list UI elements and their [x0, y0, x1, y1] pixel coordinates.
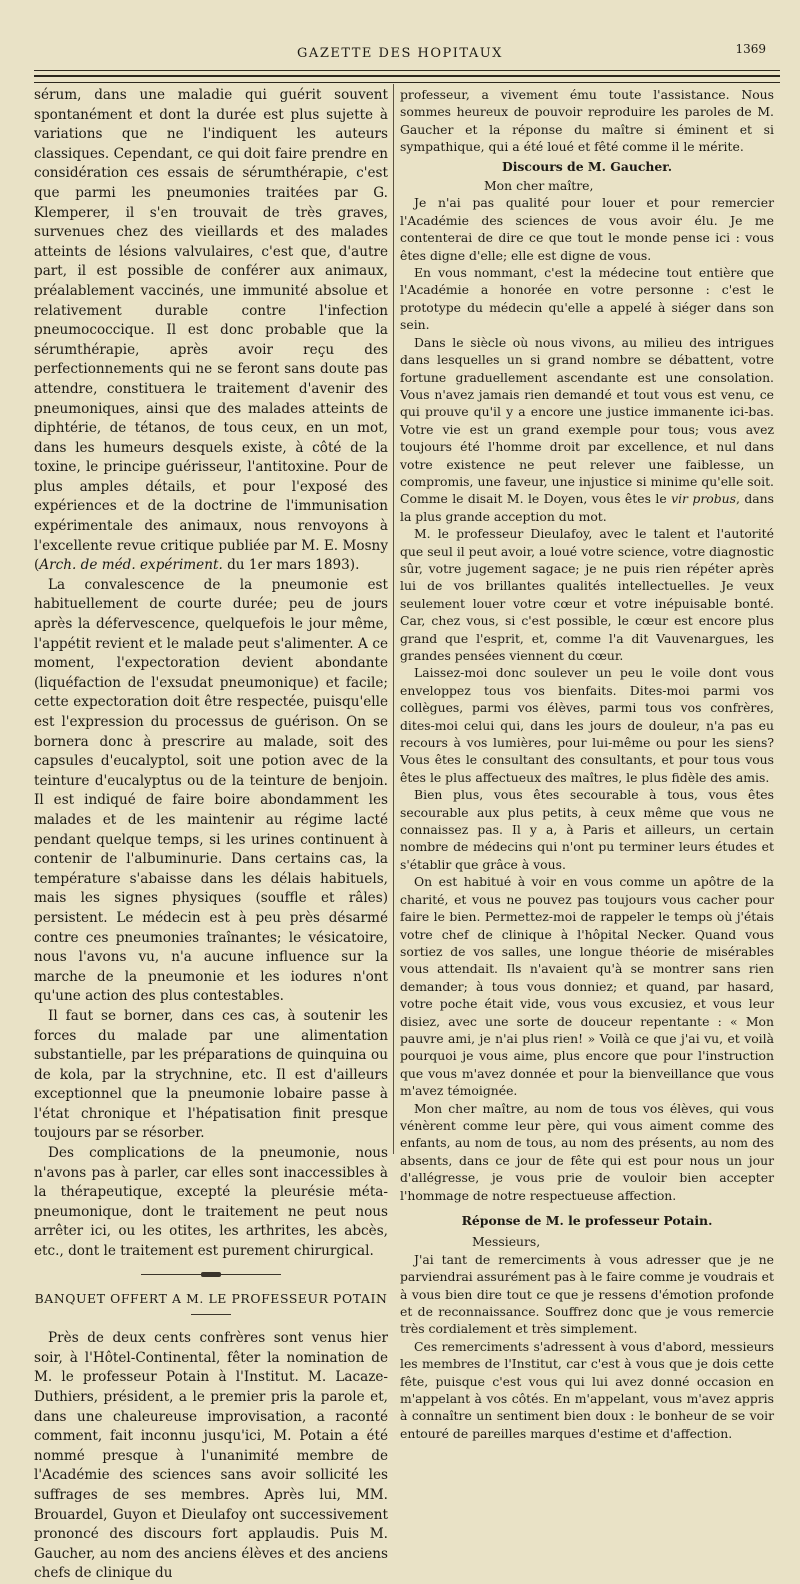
paragraph: J'ai tant de remerciments à vous adresser que je ne parviendrai assurément pas à le faire comme je voudrais et à vous bien dire tout ce que je ressens d'émotion profonde et de reconnaissance. Souffrez donc que je vous remercie très cordialement et très simplement.: [400, 1251, 774, 1337]
paragraph: Ces remerciments s'adressent à vous d'abord, messieurs les membres de l'Institut, car c'est à vous que je dois cette fête, puisque c'est vous qui lui avez donné occasion en m'appelant à vos côtés. En m'appelant, vous m'avez appris à connaître un sentiment bien doux : le bonheur de se voir entouré de pareilles marques d'estime et d'affection.: [400, 1338, 774, 1441]
header-rule: [34, 70, 780, 71]
paragraph: Mon cher maître, au nom de tous vos élèves, qui vous vénèrent comme leur père, qui vous aiment comme des enfants, au nom de tous, au nom des présents, au nom des absents, dans ce jour de fête qui est pour nous un jour d'allégresse, je vous prie de vouloir bien accepter l'hommage de notre respectueuse affection.: [400, 1100, 774, 1203]
section-separator: [141, 1274, 281, 1275]
salutation: Mon cher maître,: [484, 178, 594, 194]
column-divider: [393, 84, 394, 1154]
paragraph: Je n'ai pas qualité pour louer et pour remercier l'Académie des sciences de vous avoir élu. Je me contenterai de dire ce que tout le monde pense ici : vous êtes digne d'elle; elle est digne de vous.: [400, 195, 774, 263]
paragraph: sérum, dans une maladie qui guérit souvent spontanément et dont la durée est plus sujette à variations que ne l'indiquent les auteurs classiques. Cependant, ce qui doit faire prendre en considération ces essais de sérumthérapie, c'est que parmi les pneumonies traitées par G. Klemperer, il s'en trouvait de très graves, survenues chez des vieillards et des malades atteints de lésions valvulaires, c'est que, d'autre part, il est possible de conférer aux animaux, préalablement vaccinés, une immunité absolue et relativement durable contre l'infection pneumococcique. Il est donc probable que la sérumthérapie, après avoir reçu des perfectionnements qui ne se feront sans doute pas attendre, constituera le traitement d'avenir des pneumoniques, ainsi que des malades atteints de diphtérie, de tétanos, de tous ceux, en un mot, dans les humeurs desquels existe, à côté de la toxine, le principe guérisseur, l'antitoxine. Pour de plus amples détails, et pour l'exposé des expériences et de la doctrine de l'immunisation expérimentale des animaux, nous renvoyons à l'excellente revue critique publiée par M. E. Mosny (Arch. de méd. expériment. du 1er mars 1893).: [34, 87, 388, 574]
speech-heading-gaucher: Discours de M. Gaucher.: [501, 158, 673, 174]
paragraph: La convalescence de la pneumonie est habituellement de courte durée; peu de jours après la défervescence, quelquefois le jour même, l'appétit revient et le malade peut s'alimenter. A ce moment, l'expectoration devient abondante (liquéfaction de l'exsudat pneumonique) et facile; cette expectoration doit être respectée, puisqu'elle est l'expression du processus de guérison. On se bornera donc à prescrire au malade, soit des capsules d'eucalyptol, soit une potion avec de la teinture d'eucalyptus ou de la teinture de benjoin. Il est indiqué de faire boire abondamment les malades et de les maintenir au régime lacté pendant quelque temps, si les urines continuent à contenir de l'albuminurie. Dans certains cas, la température s'abaisse dans les délais habituels, mais les signes physiques (souffle et râles) persistent. Le médecin est à peu près désarmé contre ces pneumonies traînantes; le vésicatoire, nous l'avons vu, n'a aucune influence sur la marche de la pneumonie et les iodures n'ont qu'une action des plus contestables.: [34, 576, 388, 1005]
right-column: [400, 86, 774, 1442]
paragraph: M. le professeur Dieulafoy, avec le talent et l'autorité que seul il peut avoir, a loué votre science, votre diagnostic sûr, votre jugement sagace; je ne puis rien répéter après lui de vos brillantes qualités intellectuelles. Je veux seulement louer votre cœur et votre inépuisable bonté. Car, chez vous, si c'est possible, le cœur est encore plus grand que l'esprit, et, comme l'a dit Vauvenargues, les grandes pensées viennent du cœur.: [400, 526, 774, 663]
paragraph: En vous nommant, c'est la médecine tout entière que l'Académie a honorée en votre personne : c'est le prototype du médecin qu'elle a appelé à siéger dans son sein.: [400, 265, 774, 333]
page-header-title: GAZETTE DES HOPITAUX: [297, 46, 503, 61]
page-number: 1369: [735, 42, 766, 56]
section-title: BANQUET OFFERT A M. LE PROFESSEUR POTAIN: [34, 1290, 388, 1306]
paragraph: Bien plus, vous êtes secourable à tous, vous êtes secourable aux plus petits, à ceux même que vous ne connaissez pas. Il y a, à Paris et ailleurs, un certain nombre de médecins qui n'ont pu terminer leurs études et s'établir que grâce à vous.: [400, 787, 774, 872]
paragraph: Des complications de la pneumonie, nous n'avons pas à parler, car elles sont inaccessibles à la thérapeutique, excepté la pleurésie méta-pneumonique, dont le traitement ne peut nous arrêter ici, ou les otites, les arthrites, les abcès, etc., dont le traitement est purement chirurgical.: [34, 1145, 388, 1260]
paragraph: Il faut se borner, dans ces cas, à soutenir les forces du malade par une alimentation substantielle, par les préparations de quinquina ou de kola, par la strychnine, etc. Il est d'ailleurs exceptionnel que la pneumonie lobaire passe à l'état chronique et l'hépatisation finit presque toujours par se résorber.: [34, 1007, 388, 1142]
paragraph: Près de deux cents confrères sont venus hier soir, à l'Hôtel-Continental, fêter la nomination de M. le professeur Potain à l'Institut. M. Lacaze-Duthiers, président, a le premier pris la parole et, dans une chaleureuse improvisation, a raconté comment, fait inconnu jusqu'ici, M. Potain a été nommé presque à l'unanimité membre de l'Académie des sciences sans avoir sollicité les suffrages de ses membres. Après lui, MM. Brouardel, Guyon et Dieulafoy ont successivement prononcé des discours fort applaudis. Puis M. Gaucher, au nom des anciens élèves et des anciens chefs de clinique du: [34, 1330, 388, 1582]
title-underline: [191, 1314, 231, 1315]
speech-heading-potain: Réponse de M. le professeur Potain.: [461, 1213, 713, 1228]
paragraph: On est habitué à voir en vous comme un apôtre de la charité, et vous ne pouvez pas toujours vous cacher pour faire le bien. Permettez-moi de rappeler le temps où j'étais votre chef de clinique à l'hôpital Necker. Quand vous sortiez de vos salles, une longue théorie de misérables vous attendait. Ils n'avaient qu'à se montrer sans rien demander; à tous vous donniez; et quand, par hasard, votre poche était vide, vous vous excusiez, et vous leur disiez, avec une sorte de douceur repentante : « Mon pauvre ami, je n'ai plus rien! » Voilà ce que j'ai vu, et voilà pourquoi je vous aime, plus encore que pour l'instruction que vous m'avez donnée et pour la bienveillance que vous m'avez témoignée.: [400, 874, 774, 1099]
salutation: Messieurs,: [472, 1234, 541, 1250]
paragraph: Dans le siècle où nous vivons, au milieu des intrigues dans lesquelles un si grand nombre se débattent, votre fortune graduellement ascendante est une consolation. Vous n'avez jamais rien demandé et tout vous est venu, ce qui prouve qu'il y a encore une justice immanente ici-bas. Votre vie est un grand exemple pour tous; vous avez toujours été l'homme droit par excellence, et nul dans votre existence ne peut relever une faiblesse, un compromis, une faveur, une injustice si minime qu'elle soit. Comme le disait M. le Doyen, vous êtes le vir probus, dans la plus grande acception du mot.: [400, 334, 774, 524]
paragraph: Laissez-moi donc soulever un peu le voile dont vous enveloppez tous vos bienfaits. Dites-moi parmi vos collègues, parmi vos élèves, parmi tous vos confrères, dites-moi celui qui, dans les jours de douleur, n'a pas eu recours à vos lumières, pour lui-même ou pour les siens? Vous êtes le consultant des consultants, et pour tous vous êtes le plus affectueux des maîtres, le plus fidèle des amis.: [400, 665, 774, 785]
header-rule: [34, 75, 780, 77]
paragraph: professeur, a vivement ému toute l'assistance. Nous sommes heureux de pouvoir reproduire les paroles de M. Gaucher et la réponse du maître si éminent et si sympathique, qui a été loué et fêté comme il le mérite.: [400, 87, 774, 155]
header-rule: [34, 82, 780, 83]
left-column: [34, 86, 388, 1584]
